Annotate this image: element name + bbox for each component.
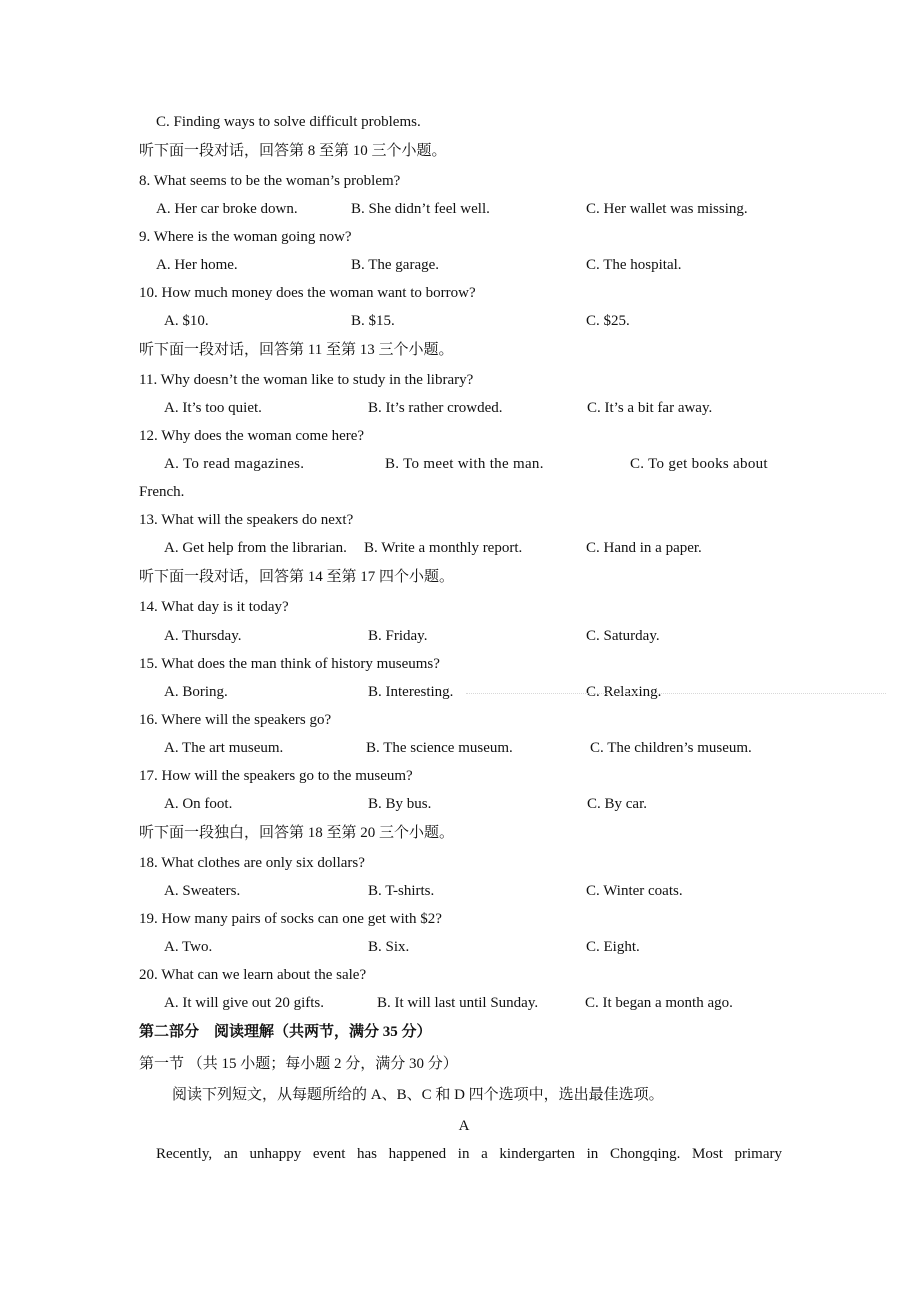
q19-option-c: C. Eight. [586,939,640,955]
q10-option-a: A. $10. [164,313,209,329]
q15-option-c: C. Relaxing. [586,684,662,700]
section-heading-18-20: 听下面一段独白，回答第 18 至第 20 三个小题。 [139,825,455,841]
q12-option-c-continued: French. [139,484,185,500]
q17-option-b: B. By bus. [368,796,432,812]
q9-option-a: A. Her home. [156,257,238,273]
q7-option-c: C. Finding ways to solve difficult problems. [156,114,421,130]
q17-option-c: C. By car. [587,796,647,812]
q16-stem: 16. Where will the speakers go? [139,712,332,728]
q12-stem: 12. Why does the woman come here? [139,428,365,444]
q16-option-c: C. The children’s museum. [590,740,752,756]
q10-option-b: B. $15. [351,313,395,329]
q11-option-b: B. It’s rather crowded. [368,400,503,416]
q18-option-a: A. Sweaters. [164,883,241,899]
q15-option-b: B. Interesting. [368,684,454,700]
q12-option-c: C. To get books about [630,456,768,472]
q9-stem: 9. Where is the woman going now? [139,229,352,245]
q13-stem: 13. What will the speakers do next? [139,512,354,528]
reading-instructions: 阅读下列短文，从每题所给的 A、B、C 和 D 四个选项中，选出最佳选项。 [172,1087,664,1103]
q8-option-a: A. Her car broke down. [156,201,298,217]
q14-option-c: C. Saturday. [586,628,660,644]
q12-option-b: B. To meet with the man. [385,456,544,472]
q13-option-c: C. Hand in a paper. [586,540,702,556]
part-two-title: 第二部分 阅读理解（共两节，满分 35 分） [139,1024,432,1040]
section-heading-14-17: 听下面一段对话，回答第 14 至第 17 四个小题。 [139,569,455,585]
q11-option-c: C. It’s a bit far away. [587,400,713,416]
q10-option-c: C. $25. [586,313,630,329]
section-heading-11-13: 听下面一段对话，回答第 11 至第 13 三个小题。 [139,342,454,358]
q13-option-a: A. Get help from the librarian. [164,540,347,556]
section-one-title: 第一节 （共 15 小题；每小题 2 分，满分 30 分） [139,1056,458,1072]
q18-option-c: C. Winter coats. [586,883,683,899]
q8-option-b: B. She didn’t feel well. [351,201,490,217]
q20-option-a: A. It will give out 20 gifts. [164,995,324,1011]
q11-stem: 11. Why doesn’t the woman like to study in the library? [139,372,474,388]
q18-option-b: B. T-shirts. [368,883,435,899]
q12-option-a: A. To read magazines. [164,456,305,472]
passage-label: A [458,1118,470,1134]
passage-first-line: Recently, an unhappy event has happened in a kindergarten in Chongqing. Most primary [156,1146,782,1162]
q17-option-a: A. On foot. [164,796,233,812]
q9-option-b: B. The garage. [351,257,440,273]
q11-option-a: A. It’s too quiet. [164,400,262,416]
q16-option-b: B. The science museum. [366,740,513,756]
q20-stem: 20. What can we learn about the sale? [139,967,367,983]
q9-option-c: C. The hospital. [586,257,682,273]
q19-option-a: A. Two. [164,939,213,955]
q20-option-b: B. It will last until Sunday. [377,995,539,1011]
section-heading-8-10: 听下面一段对话，回答第 8 至第 10 三个小题。 [139,143,447,159]
q15-stem: 15. What does the man think of history museums? [139,656,440,672]
q19-option-b: B. Six. [368,939,410,955]
q13-option-b: B. Write a monthly report. [364,540,523,556]
q19-stem: 19. How many pairs of socks can one get with $2? [139,911,442,927]
q8-option-c: C. Her wallet was missing. [586,201,748,217]
dotted-rule [466,693,886,694]
q16-option-a: A. The art museum. [164,740,284,756]
q20-option-c: C. It began a month ago. [585,995,733,1011]
q8-stem: 8. What seems to be the woman’s problem? [139,173,401,189]
q14-option-a: A. Thursday. [164,628,242,644]
q15-option-a: A. Boring. [164,684,228,700]
q14-option-b: B. Friday. [368,628,428,644]
q10-stem: 10. How much money does the woman want to borrow? [139,285,476,301]
q14-stem: 14. What day is it today? [139,599,289,615]
q17-stem: 17. How will the speakers go to the museum? [139,768,413,784]
q18-stem: 18. What clothes are only six dollars? [139,855,365,871]
